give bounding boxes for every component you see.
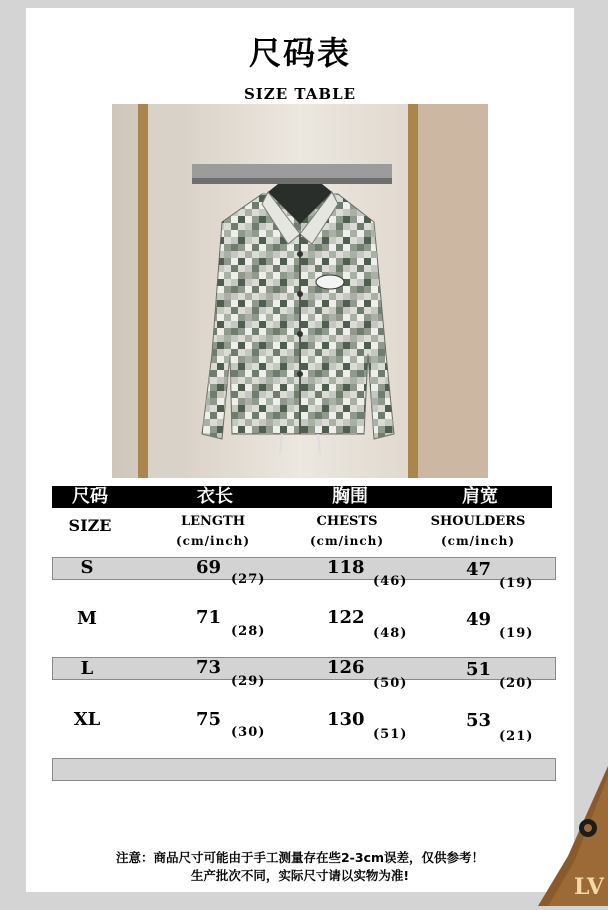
length-l-inch: (29) [231, 674, 266, 689]
unit-length: (cm/inch) [175, 534, 251, 548]
brand-tag-corner [538, 766, 608, 906]
page-subtitle: SIZE TABLE [243, 85, 357, 103]
shoulder-xl-cm: 53 [466, 710, 492, 731]
length-xl-cm: 75 [196, 709, 222, 730]
chest-l-cm: 126 [327, 657, 365, 678]
size-xl: XL [73, 709, 101, 730]
shoulder-m-cm: 49 [466, 609, 492, 630]
brand-logo-icon [538, 766, 608, 906]
shoulder-xl-inch: (21) [499, 729, 534, 744]
header-length-cn: 衣长 [197, 486, 233, 507]
header-shoulder-cn: 肩宽 [462, 486, 498, 507]
corner-logo-text: LV [574, 874, 604, 900]
header-shoulder-en: SHOULDERS [430, 514, 526, 529]
chest-xl-cm: 130 [327, 709, 365, 730]
shoulder-s-inch: (19) [499, 576, 534, 591]
header-chest-en: CHESTS [316, 514, 378, 529]
length-m-cm: 71 [196, 607, 222, 628]
chest-s-inch: (46) [373, 574, 408, 589]
product-photo [112, 104, 488, 478]
chest-s-cm: 118 [327, 557, 365, 578]
length-s-cm: 69 [196, 557, 222, 578]
chest-m-inch: (48) [373, 626, 408, 641]
unit-chest: (cm/inch) [309, 534, 385, 548]
length-m-inch: (28) [231, 624, 266, 639]
measurement-note: 注意：商品尺寸可能由于手工测量存在些2-3cm误差，仅供参考！ [115, 850, 485, 865]
size-s: S [80, 557, 94, 578]
length-l-cm: 73 [196, 657, 222, 678]
size-m: M [77, 608, 97, 629]
unit-shoulder: (cm/inch) [440, 534, 516, 548]
chest-m-cm: 122 [327, 607, 365, 628]
shoulder-s-cm: 47 [466, 559, 492, 580]
size-l: L [80, 658, 94, 679]
header-chest-cn: 胸围 [332, 486, 368, 507]
shoulder-m-inch: (19) [499, 626, 534, 641]
batch-note: 生产批次不同，实际尺寸请以实物为准! [190, 868, 410, 883]
jacket-image [112, 104, 488, 478]
shoulder-l-cm: 51 [466, 659, 492, 680]
row-band-empty [52, 758, 556, 781]
header-size-en: SIZE [68, 516, 112, 535]
page-title: 尺码表 [248, 34, 351, 72]
chest-l-inch: (50) [373, 676, 408, 691]
header-length-en: LENGTH [181, 514, 245, 529]
length-xl-inch: (30) [231, 725, 266, 740]
header-size-cn: 尺码 [72, 486, 108, 507]
length-s-inch: (27) [231, 572, 266, 587]
chest-xl-inch: (51) [373, 727, 408, 742]
shoulder-l-inch: (20) [499, 676, 534, 691]
